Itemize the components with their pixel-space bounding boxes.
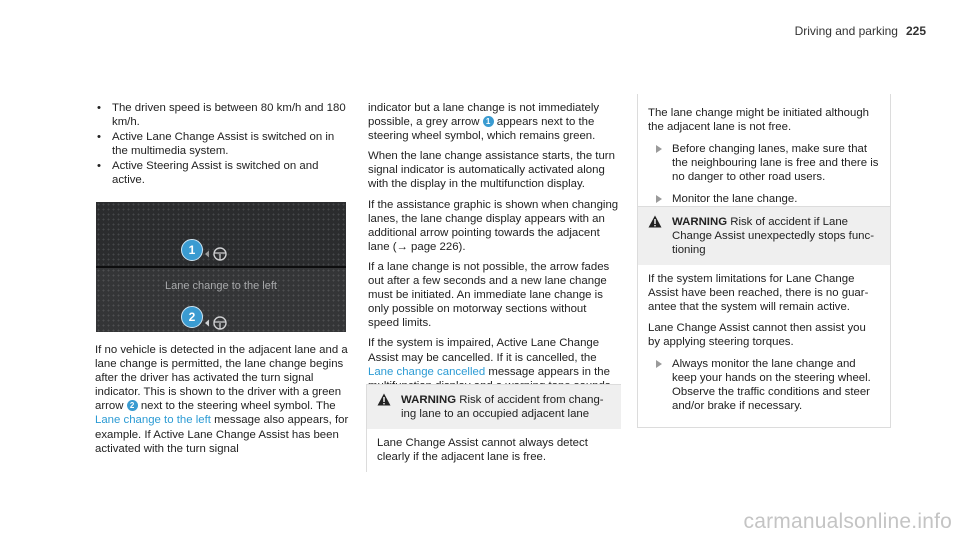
display-message-text: Lane change to the left [95, 414, 211, 427]
paragraph: If the assistance graphic is shown when changing lanes, the lane change display appears with an additional arrow pointing towards the adjacent lane (→ page 226). [368, 198, 619, 253]
paragraph: If the system limitations for Lane Change Assist have been reached, there is no guarantee that the system will remain active. [648, 273, 869, 314]
action-arrow-icon [656, 145, 662, 153]
action-arrow-icon [656, 195, 662, 203]
page-number: 225 [905, 24, 926, 38]
warning-header [638, 207, 890, 265]
requirements-list [95, 101, 352, 188]
callout-ref-1: 1 [483, 116, 494, 127]
paragraph: Lane Change Assist cannot then assist you by applying steering torques. [648, 321, 866, 348]
list-item: • Active Steering Assist is switched on and active. [95, 159, 352, 187]
action-item: Monitor the lane change. [648, 192, 880, 206]
action-item: Before changing lanes, make sure that the neighbouring lane is free and there is no danger to other road users. [648, 142, 880, 184]
callout-badge-1: 1 [181, 239, 203, 261]
column-left [95, 101, 352, 189]
column-middle [368, 101, 620, 399]
paragraph: If a lane change is not possible, the arrow fades out after a few seconds and a new lane change must be initiated. An immediate lane change is only possible on motorway sections without speed limits. [368, 260, 610, 330]
warning-title: Risk of accident from changing lane to an occupied adjacent lane [401, 394, 604, 421]
action-arrow-icon [656, 360, 662, 368]
warning-body: Lane Change Assist cannot always detect clearly if the adjacent lane is free. [377, 437, 588, 464]
callout-ref-2: 2 [127, 400, 138, 411]
warning-header [367, 385, 621, 429]
warning-box [637, 206, 891, 428]
display-screenshot [96, 202, 346, 332]
column-left-lower [95, 343, 351, 462]
paragraph: If no vehicle is detected in the adjacent lane and a lane change is permitted, the lane change begins after the driver has activated the turn signal indicator. This is shown to the driver with a green arrow 2 next to the steering wheel symbol. The Lane change to the left message also appears, for example. If Active Lane Change Assist has been activated with the turn signal [95, 344, 349, 455]
steering-wheel-green-arrow-icon [204, 315, 230, 331]
paragraph: If the system is impaired, Active Lane Change Assist may be cancelled. If it is cancelled, the Lane change cancelled message appears in the [368, 337, 610, 378]
callout-badge-2: 2 [181, 306, 203, 328]
display-message-text: Lane change cancelled [368, 365, 486, 378]
warning-continuation [637, 94, 891, 222]
lane-change-message: Lane change to the left [165, 280, 277, 292]
section-title: Driving and parking [794, 24, 898, 38]
warning-label: WARNING [401, 394, 457, 406]
warning-triangle-icon [648, 215, 662, 228]
warning-box [366, 384, 621, 472]
column-right [637, 94, 891, 222]
list-item: • Active Lane Change Assist is switched on in the multimedia system. [95, 130, 352, 158]
paragraph: When the lane change assistance starts, the turn signal indicator is automatically activated along with the display in the multifunction display. [368, 150, 615, 191]
watermark: carmanualsonline.info [743, 509, 952, 533]
action-item: Always monitor the lane change and keep your hands on the steering wheel. Observe the traffic conditions and steer and/or brake if necessary. [648, 357, 880, 413]
paragraph: indicator but a lane change is not immediately possible, a grey arrow 1 appears next to the steering wheel symbol, which remains green. [368, 102, 600, 143]
warning-label: WARNING [672, 216, 728, 228]
list-item: • The driven speed is between 80 km/h and 180 km/h. [95, 101, 352, 129]
warning-triangle-icon [377, 393, 391, 406]
warning-title: Risk of accident if Lane Change Assist unexpectedly stops functioning [672, 216, 874, 257]
page-header [795, 24, 926, 38]
steering-wheel-grey-arrow-icon [204, 246, 230, 262]
warning-body [638, 265, 890, 427]
paragraph: The lane change might be initiated although the adjacent lane is not free. [648, 107, 870, 134]
